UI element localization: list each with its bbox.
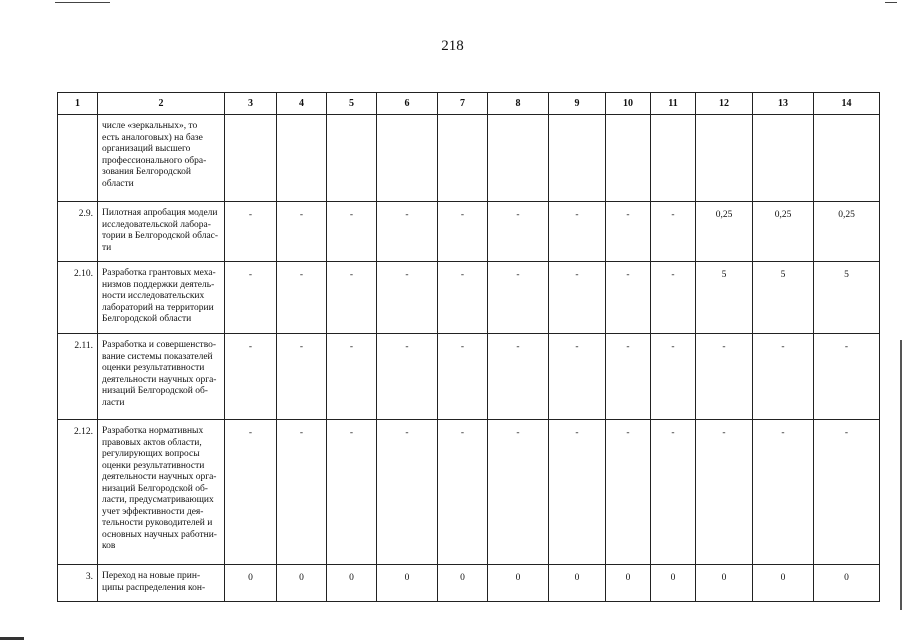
column-header: 14 (814, 93, 880, 115)
row-value: - (327, 262, 377, 334)
column-header: 9 (549, 93, 606, 115)
row-value (377, 115, 438, 202)
row-value: - (438, 262, 488, 334)
row-value: - (651, 420, 696, 565)
column-header: 3 (225, 93, 277, 115)
row-value (549, 115, 606, 202)
row-value: - (696, 334, 753, 420)
row-value: - (488, 262, 549, 334)
column-header: 12 (696, 93, 753, 115)
row-value: - (327, 334, 377, 420)
header-row (58, 93, 880, 115)
table-row (58, 334, 880, 420)
column-header: 11 (651, 93, 696, 115)
row-value: 0 (753, 565, 814, 602)
row-description: Разработка грантовых меха- низмов поддержки деятель- ности исследовательских лабораторий на территории Белгородской области (98, 262, 225, 334)
row-value: - (606, 334, 651, 420)
row-value: - (377, 262, 438, 334)
row-value: - (377, 202, 438, 262)
row-value: 0,25 (753, 202, 814, 262)
row-value: - (606, 420, 651, 565)
row-value: - (488, 202, 549, 262)
row-value: - (814, 334, 880, 420)
row-value: 0 (696, 565, 753, 602)
row-value: - (753, 334, 814, 420)
row-number: 2.11. (58, 334, 98, 420)
row-value: 0 (549, 565, 606, 602)
row-value: - (225, 420, 277, 565)
row-value (651, 115, 696, 202)
row-number (58, 115, 98, 202)
scan-artifact-line (55, 2, 110, 3)
data-table (57, 92, 880, 602)
column-header: 4 (277, 93, 327, 115)
column-header: 1 (58, 93, 98, 115)
row-number: 2.12. (58, 420, 98, 565)
row-value (696, 115, 753, 202)
row-value: - (277, 420, 327, 565)
row-value: - (277, 262, 327, 334)
column-header: 10 (606, 93, 651, 115)
row-value: 0,25 (696, 202, 753, 262)
row-value: - (277, 334, 327, 420)
row-value (606, 115, 651, 202)
column-header: 2 (98, 93, 225, 115)
row-value: - (549, 262, 606, 334)
row-value: 5 (814, 262, 880, 334)
scan-artifact-line (885, 2, 897, 3)
row-value: - (225, 202, 277, 262)
row-value: 0 (327, 565, 377, 602)
column-header: 8 (488, 93, 549, 115)
row-value (488, 115, 549, 202)
row-value: - (438, 202, 488, 262)
row-value: - (277, 202, 327, 262)
column-header: 13 (753, 93, 814, 115)
row-value: - (438, 334, 488, 420)
row-value (225, 115, 277, 202)
row-value: - (327, 420, 377, 565)
row-value: - (753, 420, 814, 565)
row-value: - (327, 202, 377, 262)
row-value: 0 (225, 565, 277, 602)
row-value: 5 (696, 262, 753, 334)
column-header: 6 (377, 93, 438, 115)
row-number: 3. (58, 565, 98, 602)
row-value: - (549, 202, 606, 262)
row-value: - (651, 202, 696, 262)
row-value: - (549, 334, 606, 420)
row-value (277, 115, 327, 202)
row-value: - (606, 202, 651, 262)
row-number: 2.9. (58, 202, 98, 262)
row-description: Пилотная апробация модели исследовательской лабора- тории в Белгородской облас- ти (98, 202, 225, 262)
row-value: - (814, 420, 880, 565)
row-description: числе «зеркальных», то есть аналоговых) на базе организаций высшего профессионального обра- зования Белгородской области (98, 115, 225, 202)
row-value: - (225, 334, 277, 420)
row-value: - (438, 420, 488, 565)
table-row (58, 565, 880, 602)
row-value: 0,25 (814, 202, 880, 262)
row-value: 0 (277, 565, 327, 602)
row-value: 0 (651, 565, 696, 602)
page-number: 218 (441, 38, 464, 54)
row-value: 0 (438, 565, 488, 602)
table-row (58, 115, 880, 202)
column-header: 7 (438, 93, 488, 115)
row-value: - (696, 420, 753, 565)
row-description: Разработка и совершенство- вание системы показателей оценки результативности деятельности научных орга- низаций Белгородской об- ласти (98, 334, 225, 420)
table-row (58, 262, 880, 334)
row-value: - (651, 334, 696, 420)
row-number: 2.10. (58, 262, 98, 334)
row-description: Переход на новые прин- ципы распределения кон- (98, 565, 225, 602)
row-value: - (377, 420, 438, 565)
row-value: - (225, 262, 277, 334)
table-row (58, 420, 880, 565)
row-description: Разработка нормативных правовых актов области, регулирующих вопросы оценки результативности деятельности научных орга- низаций Белгородской об- ласти, предусматривающих учет эффективности дея- тельности руководителей и основных научных работни- ков (98, 420, 225, 565)
row-value: 0 (606, 565, 651, 602)
column-header: 5 (327, 93, 377, 115)
row-value (753, 115, 814, 202)
row-value: - (488, 420, 549, 565)
row-value: 0 (814, 565, 880, 602)
row-value: - (606, 262, 651, 334)
row-value: 0 (377, 565, 438, 602)
row-value (814, 115, 880, 202)
scan-artifact-edge (900, 340, 902, 610)
row-value: - (488, 334, 549, 420)
table-row (58, 202, 880, 262)
row-value (438, 115, 488, 202)
row-value (327, 115, 377, 202)
row-value: - (651, 262, 696, 334)
row-value: - (549, 420, 606, 565)
row-value: 5 (753, 262, 814, 334)
row-value: 0 (488, 565, 549, 602)
row-value: - (377, 334, 438, 420)
